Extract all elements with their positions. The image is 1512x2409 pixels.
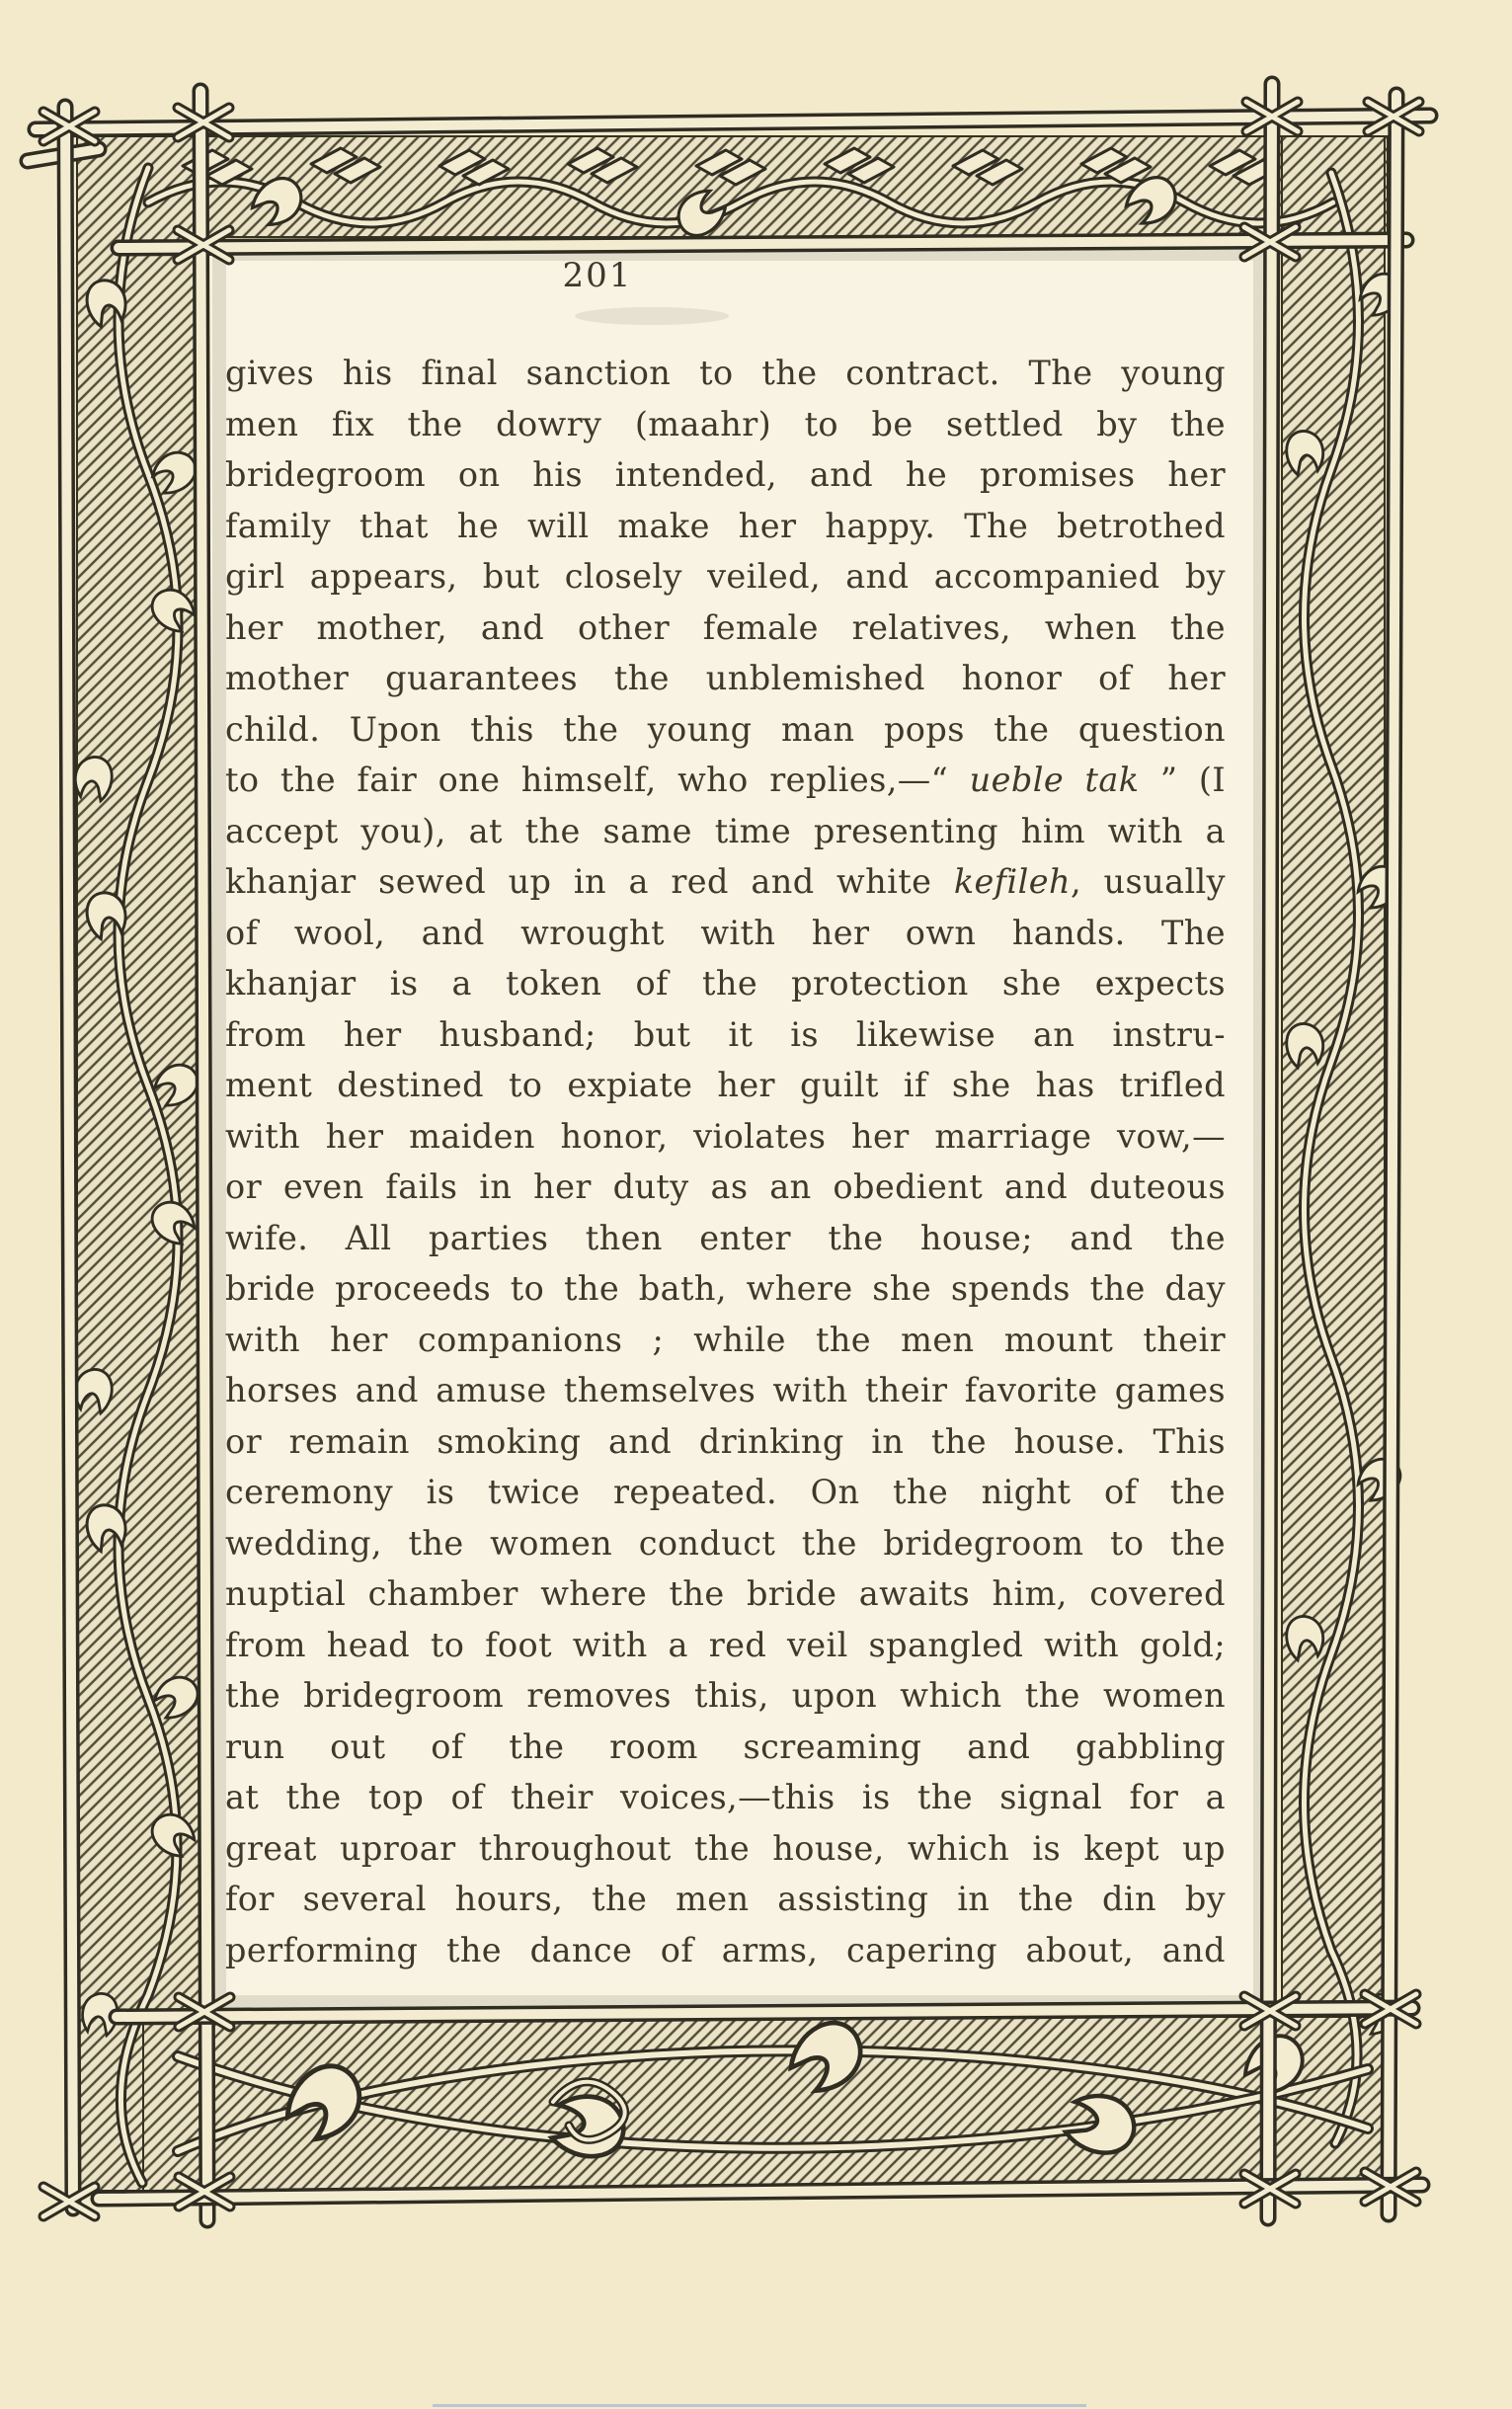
text-segment: from her husband; but it is likewise an instru-	[225, 1014, 1226, 1054]
text-segment: for several hours, the men assisting in the din by	[225, 1880, 1226, 1918]
text-segment: or even fails in her duty as an obedient and duteous	[225, 1167, 1226, 1206]
text-segment: wedding, the women conduct the bridegroom to the	[225, 1523, 1226, 1563]
text-segment: ment destined to expiate her guilt if she has trifled	[225, 1066, 1226, 1104]
text-segment: nuptial chamber where the bride awaits him, covered	[225, 1574, 1226, 1613]
text-line	[225, 958, 1226, 1009]
text-line	[225, 908, 1226, 959]
body-text	[225, 348, 1226, 1975]
text-segment: wife. All parties then enter the house; and the	[225, 1218, 1226, 1257]
italic-phrase: ueble tak	[969, 761, 1140, 799]
text-segment: khanjar sewed up in a red and white	[225, 862, 954, 901]
text-segment: gives his final sanction to the contract. The young	[225, 354, 1226, 392]
text-segment: her mother, and other female relatives, when the	[225, 607, 1226, 647]
text-line	[225, 348, 1226, 399]
text-segment: bridegroom on his intended, and he promises her	[225, 455, 1226, 494]
text-line	[225, 1518, 1226, 1569]
text-segment: , usually	[1070, 862, 1226, 901]
text-segment: khanjar is a token of the protection she expects	[225, 964, 1226, 1003]
text-line	[225, 1111, 1226, 1163]
text-segment: of wool, and wrought with her own hands. The	[225, 913, 1226, 952]
text-line	[225, 1365, 1226, 1416]
scan-smudge	[575, 307, 729, 325]
text-segment: men fix the dowry (maahr) to be settled by the	[225, 404, 1226, 443]
text-line	[225, 1315, 1226, 1366]
text-line	[225, 1722, 1226, 1773]
text-line	[225, 806, 1226, 857]
text-segment: family that he will make her happy. The betrothed	[225, 506, 1226, 545]
text-line	[225, 704, 1226, 756]
text-line	[225, 1772, 1226, 1823]
text-line	[225, 551, 1226, 602]
text-line	[225, 755, 1226, 806]
italic-phrase: kefileh	[953, 862, 1071, 901]
text-line	[225, 399, 1226, 450]
text-segment: at the top of their voices,—this is the signal for a	[225, 1778, 1226, 1816]
text-segment: from head to foot with a red veil spangled with gold;	[225, 1625, 1226, 1664]
text-line	[225, 1263, 1226, 1315]
text-line	[225, 1670, 1226, 1722]
text-line	[225, 1925, 1226, 1976]
text-segment: bride proceeds to the bath, where she spends the day	[225, 1269, 1226, 1308]
text-segment: to the fair one himself, who replies,—“	[225, 761, 970, 799]
text-segment: horses and amuse themselves with their favorite games	[225, 1371, 1226, 1409]
text-line	[225, 602, 1226, 654]
text-segment: performing the dance of arms, capering about, and	[225, 1930, 1226, 1969]
text-segment: child. Upon this the young man pops the question	[225, 709, 1226, 749]
text-segment: mother guarantees the unblemished honor of her	[225, 659, 1226, 697]
text-segment: or remain smoking and drinking in the house. This	[225, 1421, 1226, 1461]
text-line	[225, 1009, 1226, 1061]
text-line	[225, 1568, 1226, 1620]
text-line	[225, 1874, 1226, 1925]
text-segment: with her maiden honor, violates her marriage vow,—	[225, 1116, 1226, 1156]
text-segment: ” (I	[1139, 761, 1226, 799]
text-line	[225, 501, 1226, 552]
text-line	[225, 1162, 1226, 1213]
text-line	[225, 653, 1226, 704]
text-line	[225, 1416, 1226, 1468]
text-line	[225, 1213, 1226, 1264]
text-segment: the bridegroom removes this, upon which the women	[225, 1676, 1226, 1715]
text-segment: run out of the room screaming and gabbling	[225, 1726, 1226, 1766]
text-segment: girl appears, but closely veiled, and accompanied by	[225, 557, 1226, 596]
text-line	[225, 1823, 1226, 1875]
page-number: 201	[562, 256, 633, 295]
scan-edge-line	[433, 2404, 1086, 2407]
text-line	[225, 1060, 1226, 1111]
text-line	[225, 856, 1226, 908]
text-segment: accept you), at the same time presenting him with a	[225, 811, 1226, 850]
text-line	[225, 1467, 1226, 1518]
text-line	[225, 1620, 1226, 1671]
text-segment: great uproar throughout the house, which is kept up	[225, 1828, 1226, 1868]
text-segment: ceremony is twice repeated. On the night of the	[225, 1473, 1226, 1511]
text-segment: with her companions ; while the men mount their	[225, 1320, 1226, 1359]
text-line	[225, 449, 1226, 501]
